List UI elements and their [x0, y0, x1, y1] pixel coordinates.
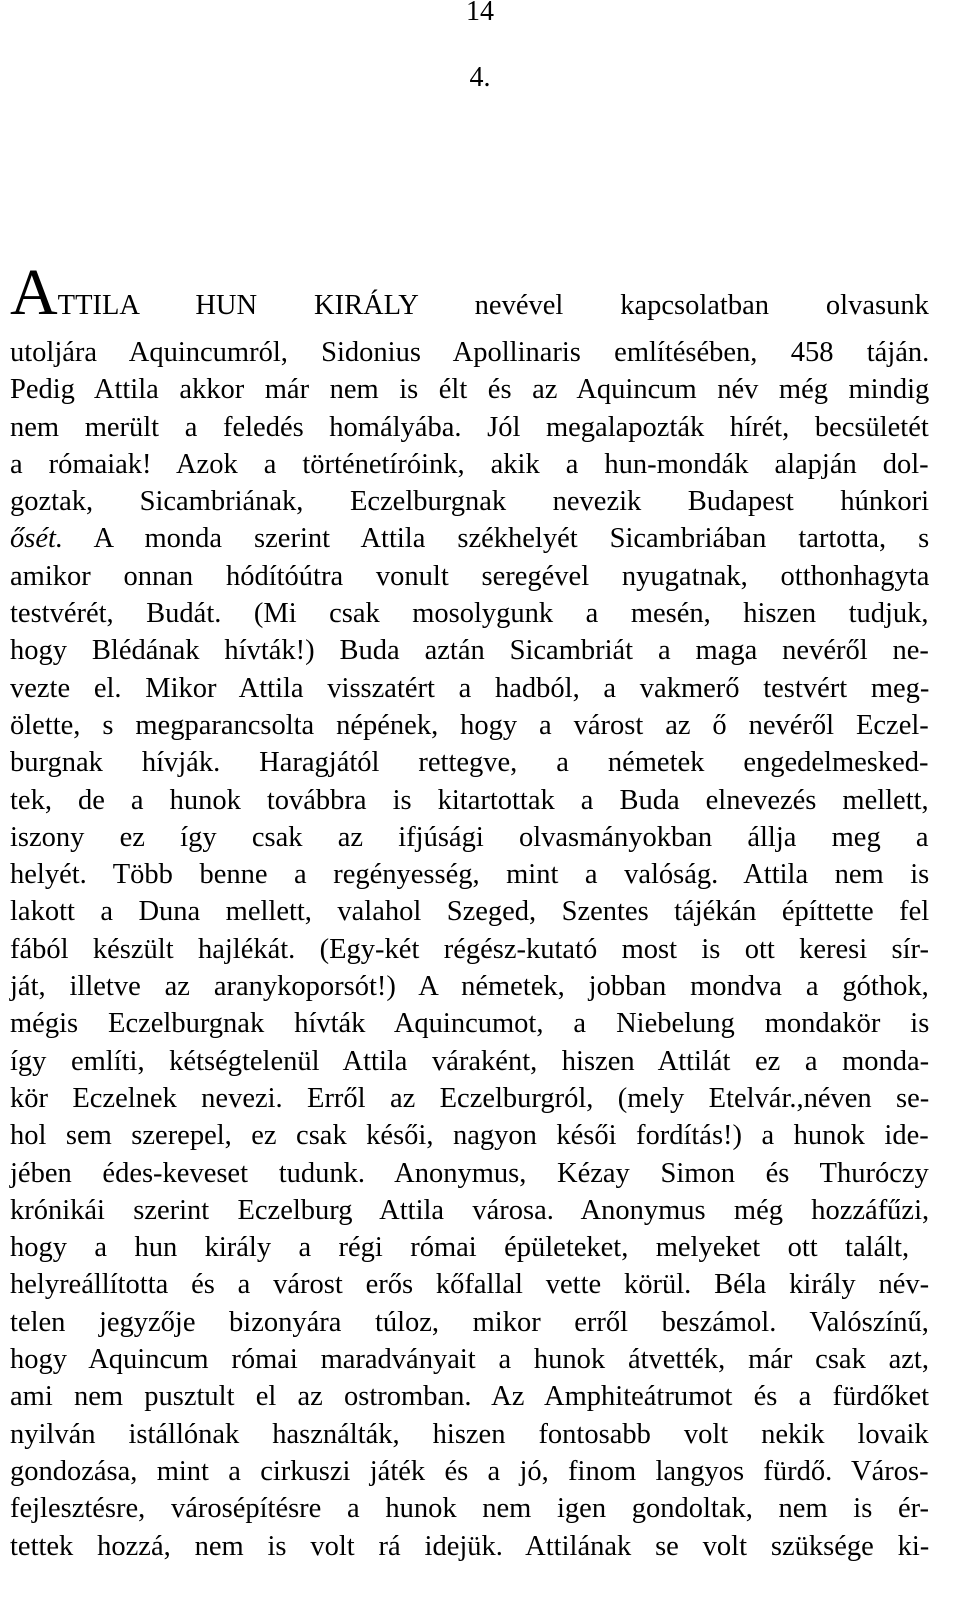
- text-line-10: hogy Blédának hívták!) Buda aztán Sicambriát a maga nevéről ne-: [10, 635, 929, 667]
- chapter-number: 4.: [469, 62, 491, 93]
- text-line-25: krónikái szerint Eczelburg Attila városa. Anonymus még hozzáfűzi,: [10, 1194, 930, 1226]
- body-paragraph: [10, 256, 930, 1565]
- page-number: 14: [466, 0, 494, 27]
- text-line-7-rest: A monda szerint Attila székhelyét Sicambriában tartotta, s: [93, 523, 930, 555]
- text-line-5: a rómaiak! Azok a történetíróink, akik a hun-mondák alapján dol-: [10, 448, 929, 480]
- text-line-15: iszony ez így csak az ifjúsági olvasmányokban állja meg a: [10, 821, 929, 853]
- text-line-20: mégis Eczelburgnak hívták Aquincumot, a Niebelung mondakör is: [10, 1008, 930, 1040]
- text-line-4: nem merült a feledés homályába. Jól megalapozták hírét, becsületét: [10, 411, 929, 443]
- text-line-21: így említi, kétségtelenül Attila váraként, hiszen Attilát ez a monda-: [10, 1045, 930, 1077]
- drop-cap: A: [10, 256, 58, 329]
- text-line-1-rest: TTILA HUN KIRÁLY nevével kapcsolatban olvasunk: [57, 290, 929, 321]
- text-line-11: vezte el. Mikor Attila visszatért a hadból, a vakmerő testvért meg-: [10, 672, 930, 704]
- text-line-18: fából készült hajlékát. (Egy-két régész-kutató most is ott keresi sír-: [10, 933, 929, 965]
- text-line-32: gondozása, mint a cirkuszi játék és a jó, finom langyos fürdő. Város-: [10, 1455, 929, 1487]
- text-line-27: helyreállította és a várost erős kőfallal vette körül. Béla király név-: [10, 1269, 930, 1301]
- text-line-24: jében édes-keveset tudunk. Anonymus, Kézay Simon és Thuróczy: [10, 1157, 929, 1189]
- text-line-3: Pedig Attila akkor már nem is élt és az Aquincum név még mindig: [10, 374, 930, 406]
- text-line-14: tek, de a hunok továbbra is kitartottak a Buda elnevezés mellett,: [10, 784, 929, 816]
- text-line-23: hol sem szerepel, ez csak késői, nagyon késői fordítás!) a hunok ide-: [10, 1120, 929, 1152]
- text-line-1: [10, 256, 929, 334]
- text-line-19: ját, illetve az aranykoporsót!) A németek, jobban mondva a góthok,: [10, 971, 929, 1003]
- text-line-29: hogy Aquincum római maradványait a hunok átvették, már csak azt,: [10, 1344, 929, 1376]
- text-line-22: kör Eczelnek nevezi. Erről az Eczelburgról, (mely Etelvár.,néven se-: [10, 1082, 930, 1114]
- text-line-8: amikor onnan hódítóútra vonult seregével nyugatnak, otthonhagyta: [10, 560, 930, 592]
- text-line-9: testvérét, Budát. (Mi csak mosolygunk a mesén, hiszen tudjuk,: [10, 598, 929, 630]
- text-line-16: helyét. Több benne a regényesség, mint a valóság. Attila nem is: [10, 859, 930, 891]
- text-line-33: fejlesztésre, városépítésre a hunok nem igen gondoltak, nem is ér-: [10, 1493, 930, 1525]
- italic-word: ősét.: [10, 523, 64, 555]
- text-line-7: [10, 520, 929, 557]
- text-line-13: burgnak hívják. Haragjától rettegve, a németek engedelmesked-: [10, 747, 929, 779]
- text-line-26: hogy a hun király a régi római épületeket, melyeket ott talált,: [10, 1232, 910, 1264]
- text-line-31: nyilván istállónak használták, hiszen fontosabb volt nekik lovaik: [10, 1418, 929, 1450]
- text-line-28: telen jegyzője bizonyára túloz, mikor erről beszámol. Valószínű,: [10, 1306, 929, 1338]
- text-line-2: utoljára Aquincumról, Sidonius Apollinaris említésében, 458 táján.: [10, 337, 930, 368]
- text-line-6: goztak, Sicambriának, Eczelburgnak nevezik Budapest húnkori: [10, 486, 930, 518]
- text-line-30: ami nem pusztult el az ostromban. Az Amphiteátrumot és a fürdőket: [10, 1381, 930, 1413]
- text-line-17: lakott a Duna mellett, valahol Szeged, Szentes tájékán építtette fel: [10, 896, 930, 928]
- text-line-12: ölette, s megparancsolta népének, hogy a várost az ő nevéről Eczel-: [10, 709, 929, 741]
- text-line-34: tettek hozzá, nem is volt rá idejük. Attilának se volt szüksége ki-: [10, 1530, 930, 1562]
